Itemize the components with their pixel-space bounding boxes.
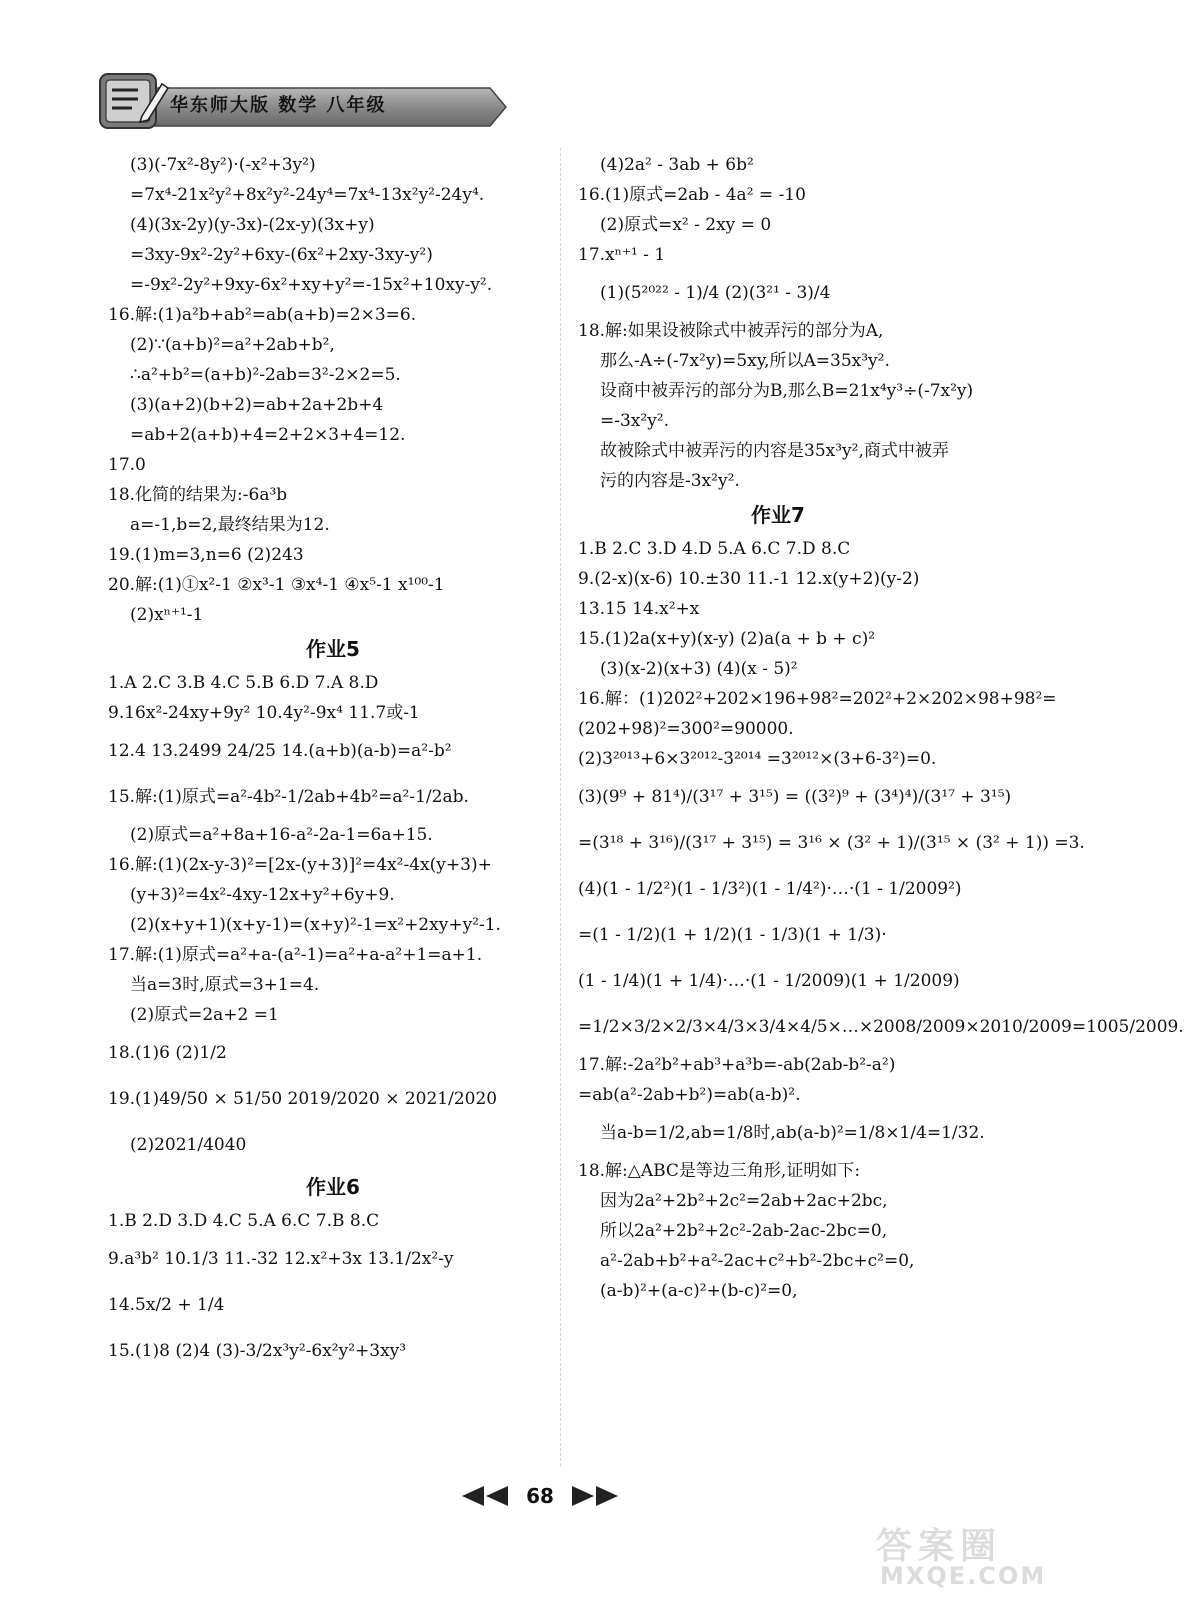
section-title-homework-6: 作业6: [306, 1175, 360, 1199]
answer-line: 18.(1)6 (2)1/2: [108, 1043, 227, 1063]
answer-line: 18.解:△ABC是等边三角形,证明如下:: [578, 1161, 861, 1181]
answer-line: (y+3)²=4x²-4xy-12x+y²+6y+9.: [130, 885, 395, 905]
answer-line: =(1 - 1/2)(1 + 1/2)(1 - 1/3)(1 + 1/3)·: [578, 925, 887, 945]
page-number: 68: [526, 1484, 554, 1508]
answer-line: (2)3²⁰¹³+6×3²⁰¹²-3²⁰¹⁴ =3²⁰¹²×(3+6-3²)=0.: [578, 749, 937, 769]
watermark: [846, 1518, 1066, 1590]
answer-line: 12.4 13.2499 24/25 14.(a+b)(a-b)=a²-b²: [108, 741, 452, 761]
answer-line: 9.(2-x)(x-6) 10.±30 11.-1 12.x(y+2)(y-2): [578, 569, 920, 589]
answer-line: 16.(1)原式=2ab - 4a² = -10: [578, 185, 806, 205]
answer-line: (2)2021/4040: [130, 1135, 247, 1155]
answer-line: 污的内容是-3x²y².: [600, 471, 740, 491]
double-arrow-right-icon: [570, 1484, 622, 1508]
answer-line: =7x⁴-21x²y²+8x²y²-24y⁴=7x⁴-13x²y²-24y⁴.: [130, 185, 485, 205]
left-column: [108, 150, 558, 1374]
answer-line: (3)(9⁹ + 81⁴)/(3¹⁷ + 3¹⁵) = ((3²)⁹ + (3⁴)⁴)/(3¹⁷ + 3¹⁵): [578, 787, 1012, 807]
page-header: [98, 70, 508, 132]
answer-line: (2)xⁿ⁺¹-1: [130, 605, 204, 625]
column-divider: [560, 148, 561, 1466]
right-column: [578, 150, 1184, 1306]
answer-line: 18.化简的结果为:-6a³b: [108, 485, 288, 505]
answer-line: (2)原式=x² - 2xy = 0: [600, 215, 772, 235]
answer-line: 1.B 2.C 3.D 4.D 5.A 6.C 7.D 8.C: [578, 539, 851, 559]
answer-line: 19.(1)m=3,n=6 (2)243: [108, 545, 304, 565]
watermark-url-text: MXQE.COM: [880, 1562, 1047, 1590]
answer-line: 18.解:如果设被除式中被弄污的部分为A,: [578, 321, 884, 341]
double-arrow-left-icon: [458, 1484, 510, 1508]
answer-line: =3xy-9x²-2y²+6xy-(6x²+2xy-3xy-y²): [130, 245, 433, 265]
answer-line: =ab(a²-2ab+b²)=ab(a-b)².: [578, 1085, 801, 1105]
answer-line: (a-b)²+(a-c)²+(b-c)²=0,: [600, 1281, 798, 1301]
answer-line: (202+98)²=300²=90000.: [578, 719, 794, 739]
answer-line: 17.xⁿ⁺¹ - 1: [578, 245, 666, 265]
answer-line: 17.解:(1)原式=a²+a-(a²-1)=a²+a-a²+1=a+1.: [108, 945, 483, 965]
answer-line: 9.a³b² 10.1/3 11.-32 12.x²+3x 13.1/2x²-y: [108, 1249, 454, 1269]
answer-line: 1.B 2.D 3.D 4.C 5.A 6.C 7.B 8.C: [108, 1211, 380, 1231]
watermark-logo-text: 答案圈: [876, 1526, 1003, 1567]
answer-line: 15.(1)2a(x+y)(x-y) (2)a(a + b + c)²: [578, 629, 876, 649]
answer-line: a²-2ab+b²+a²-2ac+c²+b²-2bc+c²=0,: [600, 1251, 915, 1271]
answer-line: (3)(a+2)(b+2)=ab+2a+2b+4: [130, 395, 384, 415]
answer-line: 9.16x²-24xy+9y² 10.4y²-9x⁴ 11.7或-1: [108, 703, 420, 723]
header-title: 华东师大版 数学 八年级: [170, 95, 387, 116]
answer-line: 19.(1)49/50 × 51/50 2019/2020 × 2021/2020: [108, 1089, 498, 1109]
answer-line: 14.5x/2 + 1/4: [108, 1295, 225, 1315]
answer-line: 15.(1)8 (2)4 (3)-3/2x³y²-6x²y²+3xy³: [108, 1341, 407, 1361]
answer-line: 设商中被弄污的部分为B,那么B=21x⁴y³÷(-7x²y): [600, 381, 974, 401]
answer-line: 20.解:(1)①x²-1 ②x³-1 ③x⁴-1 ④x⁵-1 x¹⁰⁰-1: [108, 575, 445, 595]
answer-line: (1)(5²⁰²² - 1)/4 (2)(3²¹ - 3)/4: [600, 283, 831, 303]
answer-line: =ab+2(a+b)+4=2+2×3+4=12.: [130, 425, 406, 445]
answer-line: (4)2a² - 3ab + 6b²: [600, 155, 754, 175]
answer-line: =-3x²y².: [600, 411, 670, 431]
answer-line: =(3¹⁸ + 3¹⁶)/(3¹⁷ + 3¹⁵) = 3¹⁶ × (3² + 1)/(3¹⁵ × (3² + 1)) =3.: [578, 833, 1085, 853]
answer-line: 当a=3时,原式=3+1=4.: [130, 975, 320, 995]
answer-line: 那么-A÷(-7x²y)=5xy,所以A=35x³y².: [600, 351, 890, 371]
answer-line: (3)(-7x²-8y²)·(-x²+3y²): [130, 155, 316, 175]
answer-line: 13.15 14.x²+x: [578, 599, 700, 619]
answer-line: (4)(1 - 1/2²)(1 - 1/3²)(1 - 1/4²)·…·(1 - 1/2009²): [578, 879, 962, 899]
answer-line: 16.解:(1)a²b+ab²=ab(a+b)=2×3=6.: [108, 305, 417, 325]
answer-line: (3)(x-2)(x+3) (4)(x - 5)²: [600, 659, 798, 679]
answer-line: (2)∵(a+b)²=a²+2ab+b²,: [130, 335, 335, 355]
answer-line: ∴a²+b²=(a+b)²-2ab=3²-2×2=5.: [130, 365, 401, 385]
answer-line: 17.0: [108, 455, 146, 475]
answer-line: 1.A 2.C 3.B 4.C 5.B 6.D 7.A 8.D: [108, 673, 379, 693]
answer-line: (4)(3x-2y)(y-3x)-(2x-y)(3x+y): [130, 215, 375, 235]
answer-line: (1 - 1/4)(1 + 1/4)·…·(1 - 1/2009)(1 + 1/2009): [578, 971, 960, 991]
answer-line: (2)原式=a²+8a+16-a²-2a-1=6a+15.: [130, 825, 433, 845]
answer-line: 16.解：(1)202²+202×196+98²=202²+2×202×98+98²=: [578, 689, 1057, 709]
section-title-homework-5: 作业5: [306, 637, 360, 661]
answer-line: a=-1,b=2,最终结果为12.: [130, 515, 330, 535]
answer-line: (2)(x+y+1)(x+y-1)=(x+y)²-1=x²+2xy+y²-1.: [130, 915, 501, 935]
answer-line: (2)原式=2a+2 =1: [130, 1005, 279, 1025]
answer-line: 16.解:(1)(2x-y-3)²=[2x-(y+3)]²=4x²-4x(y+3)+: [108, 855, 492, 875]
notebook-pencil-icon: [98, 70, 160, 132]
page-footer: [0, 1478, 1080, 1514]
answer-line: 当a-b=1/2,ab=1/8时,ab(a-b)²=1/8×1/4=1/32.: [600, 1123, 985, 1143]
answer-line: =1/2×3/2×2/3×4/3×3/4×4/5×…×2008/2009×2010/2009=1005/2009.: [578, 1017, 1184, 1037]
answer-line: 故被除式中被弄污的内容是35x³y²,商式中被弄: [600, 441, 949, 461]
section-title-homework-7: 作业7: [751, 503, 805, 527]
answer-line: =-9x²-2y²+9xy-6x²+xy+y²=-15x²+10xy-y².: [130, 275, 493, 295]
answer-line: 所以2a²+2b²+2c²-2ab-2ac-2bc=0,: [600, 1221, 888, 1241]
answer-line: 因为2a²+2b²+2c²=2ab+2ac+2bc,: [600, 1191, 888, 1211]
answer-line: 17.解:-2a²b²+ab³+a³b=-ab(2ab-b²-a²): [578, 1055, 896, 1075]
answer-line: 15.解:(1)原式=a²-4b²-1/2ab+4b²=a²-1/2ab.: [108, 787, 469, 807]
